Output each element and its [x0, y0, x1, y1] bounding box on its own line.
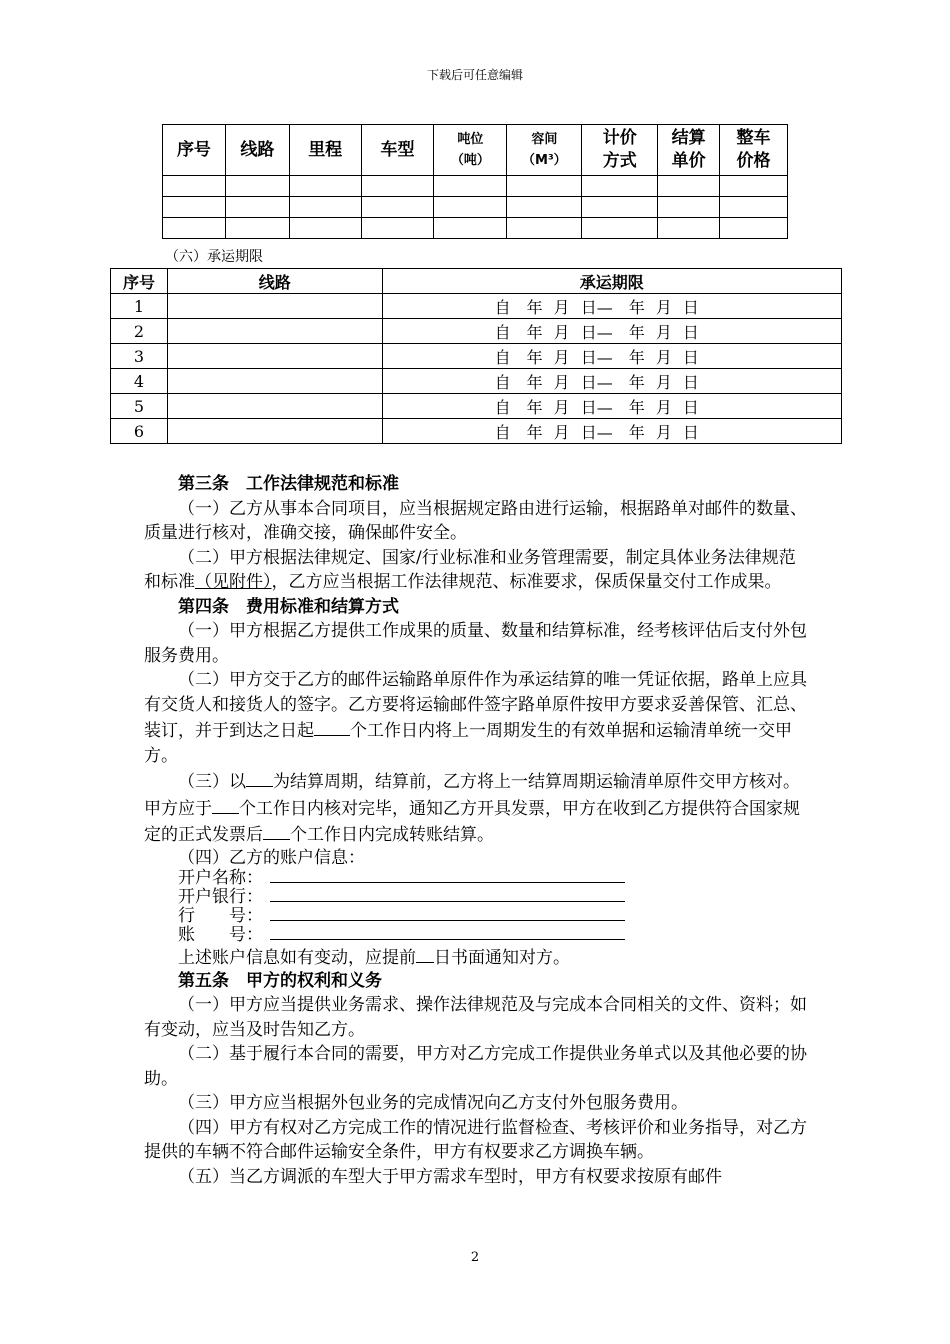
article-5-clause-1: （一）甲方应当提供业务需求、操作法律规范及与完成本合同相关的文件、资料；如有变动，应当及时告知乙方。 — [144, 995, 807, 1040]
article-3-heading: 第三条 工作法律规范和标准 — [178, 474, 399, 494]
freight-rate-table — [162, 124, 788, 239]
table-header-row — [163, 125, 788, 176]
col-header-route: 线路 — [167, 269, 382, 294]
article-5-clause-5: （五）当乙方调派的车型大于甲方需求车型时，甲方有权要求按原有邮件 — [178, 1166, 722, 1187]
col-header-unit-price: 结算 单价 — [658, 125, 720, 176]
table-header-row — [111, 269, 842, 294]
carriage-period-table — [110, 268, 842, 444]
blank-field — [246, 768, 273, 787]
table-row: 5 自 年 月 日— 年 月 日 — [111, 394, 842, 419]
contract-body — [144, 472, 809, 1189]
account-name-line: 开户名称： — [144, 868, 809, 887]
col-header-number: 序号 — [111, 269, 168, 294]
col-header-number: 序号 — [163, 125, 226, 176]
blank-field — [416, 944, 434, 963]
article-4-heading: 第四条 费用标准和结算方式 — [178, 596, 399, 617]
account-branch-line: 行 号： — [144, 906, 809, 925]
table-row: 2 自 年 月 日— 年 月 日 — [111, 319, 842, 344]
col-header-volume: 容间 （M³） — [507, 125, 582, 176]
article-3-clause-1: （一）乙方从事本合同项目，应当根据规定路由进行运输，根据路单对邮件的数量、质量进行核对，准确交接，确保邮件安全。 — [144, 498, 807, 543]
col-header-route: 线路 — [225, 125, 289, 176]
carriage-period-caption: （六）承运期限 — [165, 249, 263, 265]
table-row: 3 自 年 月 日— 年 月 日 — [111, 344, 842, 369]
col-header-mileage: 里程 — [289, 125, 361, 176]
article-5-heading: 第五条 甲方的权利和义务 — [178, 970, 382, 991]
table-row: 6 自 年 月 日— 年 月 日 — [111, 419, 842, 444]
table-row: 4 自 年 月 日— 年 月 日 — [111, 369, 842, 394]
col-header-carriage-period: 承运期限 — [382, 269, 841, 294]
account-number-line: 账 号： — [144, 925, 809, 944]
table-row — [163, 218, 788, 239]
article-5-clause-4: （四）甲方有权对乙方完成工作的情况进行监督检查、考核评价和业务指导，对乙方提供的车辆不符合邮件运输安全条件，甲方有权要求乙方调换车辆。 — [144, 1117, 807, 1162]
article-4-clause-2: （二）甲方交于乙方的邮件运输路单原件作为承运结算的唯一凭证依据，路单上应具有交货人和接货人的签字。乙方要将运输邮件签字路单原件按甲方要求妥善保管、汇总、装订，并于到达之日起 个工作日内将上一周期发生的有效单据和运输清单统一交甲方。 — [144, 670, 807, 766]
attachment-reference: （见附件） — [195, 572, 272, 592]
blank-field — [314, 717, 350, 736]
article-4-clause-3: （三）以 为结算周期，结算前，乙方将上一结算周期运输清单原件交甲方核对。甲方应于 个工作日内核对完毕，通知乙方开具发票，甲方在收到乙方提供符合国家规定的正式发票后 个工作日内完成转账结算。 — [144, 768, 809, 848]
table-row: 1 自 年 月 日— 年 月 日 — [111, 294, 842, 319]
table-row — [163, 176, 788, 197]
blank-field — [212, 795, 239, 814]
article-5-clause-3: （三）甲方应当根据外包业务的完成情况向乙方支付外包服务费用。 — [178, 1093, 688, 1113]
col-header-vehicle-price: 整车 价格 — [720, 125, 788, 176]
account-change-notice: 上述账户信息如有变动，应提前 日书面通知对方。 — [144, 944, 809, 969]
table-row — [163, 197, 788, 218]
col-header-pricing-method: 计价 方式 — [582, 125, 658, 176]
page-number: 2 — [470, 1250, 480, 1265]
page-header: 下载后可任意编辑 — [426, 68, 523, 82]
col-header-tonnage: 吨位 （吨） — [434, 125, 507, 176]
article-3-clause-2: （二）甲方根据法律规定、国家/行业标准和业务管理需要，制定具体业务法律规范和标准（见附件），乙方应当根据工作法律规范、标准要求，保质保量交付工作成果。 — [144, 547, 796, 592]
blank-field — [263, 821, 290, 840]
account-bank-line: 开户银行： — [144, 887, 809, 906]
article-4-clause-4: （四）乙方的账户信息： — [178, 847, 365, 868]
article-4-clause-1: （一）甲方根据乙方提供工作成果的质量、数量和结算标准，经考核评估后支付外包服务费用。 — [144, 621, 807, 666]
col-header-vehicle-type: 车型 — [361, 125, 434, 176]
article-5-clause-2: （二）基于履行本合同的需要，甲方对乙方完成工作提供业务单式以及其他必要的协助。 — [144, 1044, 807, 1089]
